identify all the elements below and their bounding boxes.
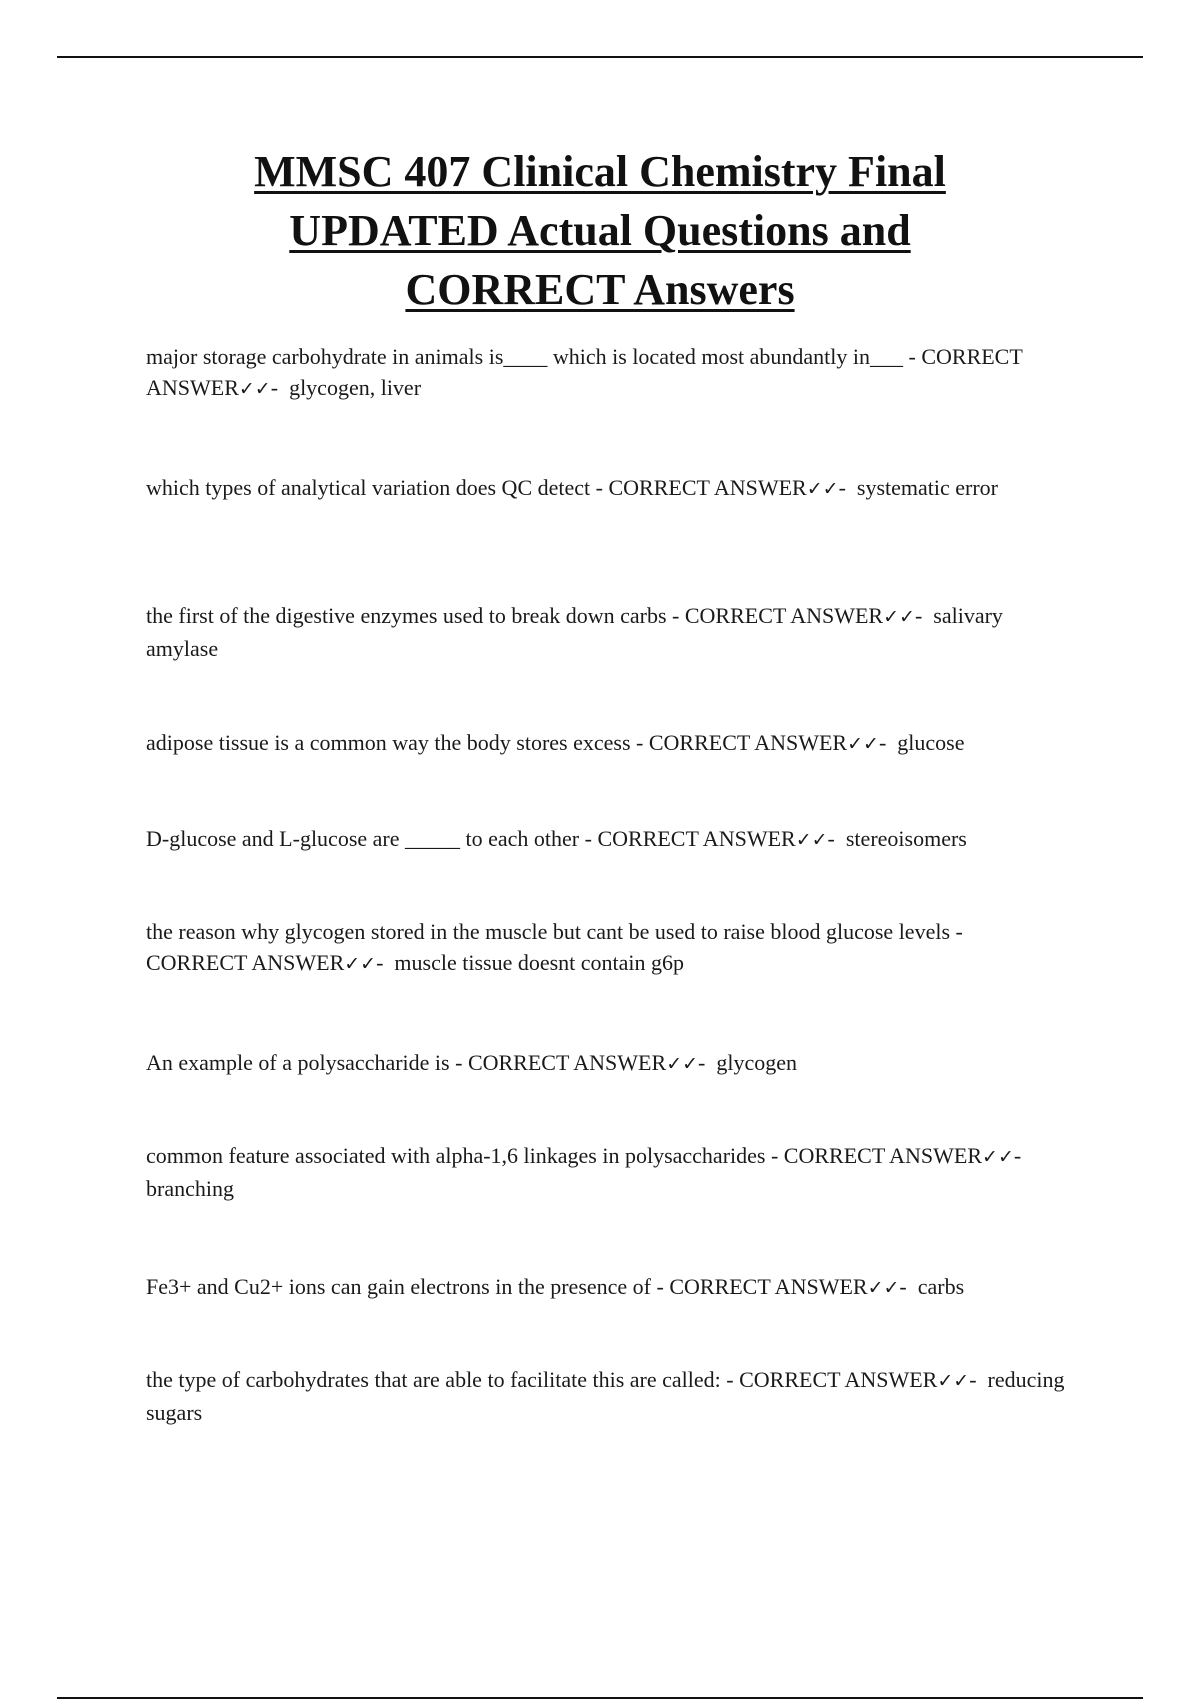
qa-item-7: An example of a polysaccharide is - CORRECT ANSWER✓✓- glycogen	[146, 1050, 798, 1075]
answer-marker: CORRECT ANSWER	[669, 1274, 868, 1299]
answer-text: glucose	[897, 730, 965, 755]
check-marks-icon: ✓✓	[867, 1277, 900, 1299]
check-marks-icon: ✓✓	[937, 1370, 970, 1392]
answer-text: muscle tissue doesnt contain g6p	[394, 950, 685, 975]
question-text: the type of carbohydrates that are able to facilitate this are called: -	[146, 1367, 734, 1392]
answer-marker: CORRECT ANSWER	[597, 826, 796, 851]
answer-text: glycogen, liver	[289, 375, 422, 400]
qa-item-2: which types of analytical variation does QC detect - CORRECT ANSWER✓✓- systematic error	[146, 475, 998, 500]
question-text: the first of the digestive enzymes used to break down carbs -	[146, 603, 680, 628]
question-text: D-glucose and L-glucose are _____ to each other -	[146, 826, 592, 851]
check-marks-icon: ✓✓	[795, 829, 828, 851]
qa-item-1: major storage carbohydrate in animals is____ which is located most abundantly in___ - CORRECT ANSWER✓✓- glycogen, liver	[146, 344, 1023, 400]
question-text: common feature associated with alpha-1,6 linkages in polysaccharides -	[146, 1143, 779, 1168]
question-text: Fe3+ and Cu2+ ions can gain electrons in the presence of -	[146, 1274, 664, 1299]
title-line-2: UPDATED Actual Questions and	[289, 206, 911, 255]
answer-text: systematic error	[856, 475, 998, 500]
answer-text: salivary amylase	[146, 603, 1003, 661]
answer-marker: CORRECT ANSWER	[146, 950, 345, 975]
question-text: major storage carbohydrate in animals is____ which is located most abundantly in___ -	[146, 344, 916, 369]
answer-marker: CORRECT ANSWER	[783, 1143, 983, 1168]
answer-marker: CORRECT ANSWER	[608, 475, 807, 500]
qa-item-9: Fe3+ and Cu2+ ions can gain electrons in the presence of - CORRECT ANSWER✓✓- carbs	[146, 1274, 965, 1299]
question-text: An example of a polysaccharide is -	[146, 1050, 463, 1075]
answer-marker: CORRECT ANSWER	[467, 1050, 667, 1075]
title-line-3: CORRECT Answers	[405, 265, 795, 314]
question-text: the reason why glycogen stored in the muscle but cant be used to raise blood glucose levels -	[146, 919, 963, 944]
answer-marker: CORRECT ANSWER	[684, 603, 884, 628]
answer-text: glycogen	[716, 1050, 798, 1075]
check-marks-icon: ✓✓	[847, 733, 879, 755]
question-text: adipose tissue is a common way the body stores excess -	[146, 730, 644, 755]
answer-marker: CORRECT ANSWER	[648, 730, 848, 755]
answer-text: branching	[146, 1176, 234, 1201]
check-marks-icon: ✓✓	[806, 478, 839, 500]
check-marks-icon: ✓✓	[238, 378, 271, 400]
answer-text: reducing sugars	[146, 1367, 1065, 1425]
answer-text: stereoisomers	[845, 826, 967, 851]
check-marks-icon: ✓✓	[883, 606, 915, 628]
answer-marker: CORRECT ANSWER	[146, 344, 1023, 400]
answer-marker: CORRECT ANSWER	[739, 1367, 938, 1392]
question-text: which types of analytical variation does QC detect -	[146, 475, 603, 500]
bottom-rule	[57, 1697, 1143, 1699]
qa-item-4: adipose tissue is a common way the body stores excess - CORRECT ANSWER✓✓- glucose	[146, 730, 965, 755]
check-marks-icon: ✓✓	[982, 1146, 1014, 1168]
top-rule	[57, 56, 1143, 58]
document-title	[0, 142, 1200, 319]
qa-item-6: the reason why glycogen stored in the muscle but cant be used to raise blood glucose levels - CORRECT ANSWER✓✓- muscle tissue doesnt contain g6p	[146, 919, 963, 975]
qa-item-8: common feature associated with alpha-1,6 linkages in polysaccharides - CORRECT ANSWER✓✓- branching	[146, 1143, 1027, 1201]
check-marks-icon: ✓✓	[666, 1053, 699, 1075]
qa-item-5: D-glucose and L-glucose are _____ to each other - CORRECT ANSWER✓✓- stereoisomers	[146, 826, 967, 851]
title-line-1: MMSC 407 Clinical Chemistry Final	[254, 147, 946, 196]
qa-item-10: the type of carbohydrates that are able to facilitate this are called: - CORRECT ANSWER✓✓- reducing sugars	[146, 1367, 1065, 1425]
check-marks-icon: ✓✓	[344, 953, 377, 975]
answer-text: carbs	[917, 1274, 965, 1299]
qa-item-3: the first of the digestive enzymes used to break down carbs - CORRECT ANSWER✓✓- salivary amylase	[146, 603, 1003, 661]
